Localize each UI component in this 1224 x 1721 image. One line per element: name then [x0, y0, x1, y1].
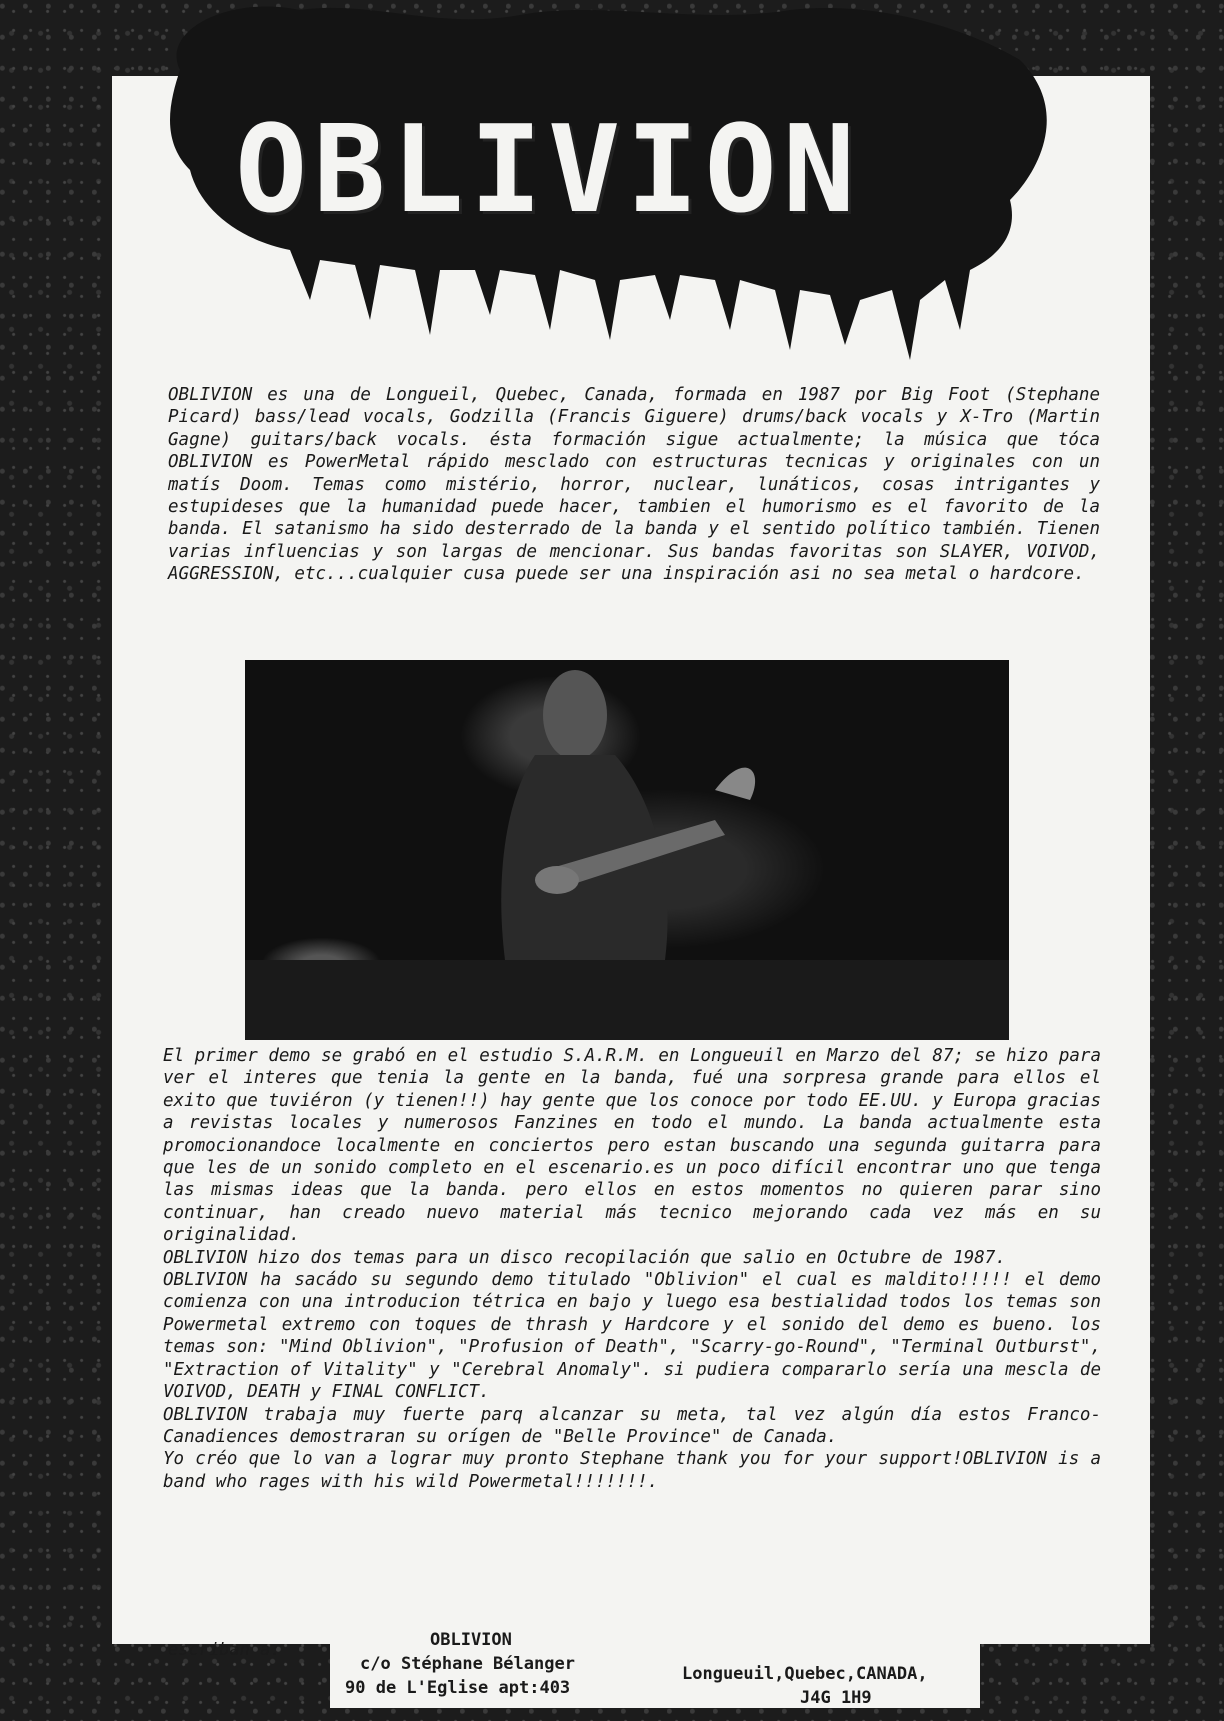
contact-address-box [330, 1628, 980, 1708]
body-paragraph: El primer demo se grabó en el estudio S.A.R.M. en Longueuil en Marzo del 87; se hizo para ver el interes que tenia la gente en la banda, fué una sorpresa grande para ellos el exito que tuviéron (y tienen!!) hay gente que los conoce por todo EE.UU. y Europa gracias a revistas locales y numerosos Fanzines en todo el mundo. La banda actualmente esta promocionandoce localmente en conciertos pero estan buscando una segunda guitarra para que les de un sonido completo en el escenario.es un poco difícil encontrar uno que tenga las mismas ideas que la banda. pero ellos en estos momentos no quieren parar sino continuar, han creado nuevo material más tecnico mejorando cada vez más en su originalidad. OBLIVION hizo dos temas para un disco recopilación que salio en Octubre de 1987. OBLIVION ha sacádo su segundo demo titulado "Oblivion" el cual es maldito!!!!! el demo comienza con una introducion tétrica en bajo y luego esa bestialidad todos los temas son Powermetal extremo con toques de thrash y Hardcore y el sonido del demo es bueno. los temas son: "Mind Oblivion", "Profusion of Death", "Scarry-go-Round", "Terminal Outburst", "Extraction of Vitality" y "Cerebral Anomaly". si pudiera compararlo sería una mescla de VOIVOD, DEATH y FINAL CONFLICT. OBLIVION trabaja muy fuerte parq alcanzar su meta, tal vez algún día estos Franco-Canadiences demostraran su orígen de "Belle Province" de Canada. Yo créo que lo van a lograr muy pronto Stephane thank you for your support!OBLIVION is a band who rages with his wild Powermetal!!!!!!!. [163, 1046, 1101, 1492]
contact-name: OBLIVION [430, 1630, 512, 1650]
contact-street: 90 de L'Eglise apt:403 [345, 1678, 571, 1698]
band-live-photo [245, 660, 1009, 1040]
contact-postal-code: J4G 1H9 [800, 1688, 872, 1708]
guitarist-silhouette [245, 660, 1009, 1040]
intro-paragraph: OBLIVION es una de Longueil, Quebec, Canada, formada en 1987 por Big Foot (Stephane Picard) bass/lead vocals, Godzilla (Francis Giguere) drums/back vocals y X-Tro (Martin Gagne) guitars/back vocals. ésta formación sigue actualmente; la música que tóca OBLIVION es PowerMetal rápido mesclado con estructuras tecnicas y originales con un matís Doom. Temas como mistério, horror, nuclear, lunáticos, cosas intrigantes y estupideses que la humanidad puede hacer, tambien el humorismo es el favorito de la banda. El satanismo ha sido desterrado de la banda y el sentido político también. Tienen varias influencias y son largas de mencionar. Sus bandas favoritas son SLAYER, VOIVOD, AGGRESSION, etc...cualquier cusa puede ser una inspiración asi no sea metal o hardcore. [168, 385, 1100, 585]
contact-city: Longueuil,Quebec,CANADA, [682, 1664, 928, 1684]
contact-care-of: c/o Stéphane Bélanger [360, 1654, 575, 1674]
band-logo-title: OBLIVION [235, 100, 861, 240]
contact-label: escriban a: [168, 1640, 281, 1660]
